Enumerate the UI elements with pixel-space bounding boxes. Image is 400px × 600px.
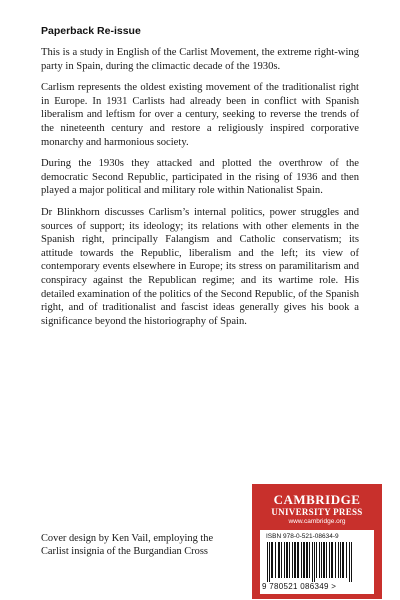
blurb-text <box>41 46 359 336</box>
publisher-logo-box <box>252 484 382 599</box>
blurb-paragraph: During the 1930s they attacked and plotted the overthrow of the democratic Second Republic, participated in the rising of 1936 and then played a major political and military role within Nationalist Spain. <box>41 158 359 197</box>
barcode-panel <box>260 530 374 594</box>
publisher-subtitle: UNIVERSITY PRESS <box>271 507 363 517</box>
reissue-heading: Paperback Re-issue <box>41 25 141 37</box>
blurb-paragraph: Carlism represents the oldest existing movement of the traditionalist right in Europe. In 1931 Carlists had already been in conflict with Spanish liberalism and leftism for over a century, seeking to reverse the trends of the nineteenth century and restore a religiously inspired corporative monarchy and harmonious society. <box>41 82 359 148</box>
publisher-url: www.cambridge.org <box>288 518 346 525</box>
blurb-paragraph: This is a study in English of the Carlist Movement, the extreme right-wing party in Spain, during the climactic decade of the 1930s. <box>41 47 359 72</box>
blurb-paragraph: Dr Blinkhorn discusses Carlism’s internal politics, power struggles and sources of support; its ideology; its relations with other elements in the Spanish right, principally Falangism and Catholic conservatism; its attitude towards the Republic, liberalism and the left; its view of contemporary events elsewhere in Europe; its stress on paramilitarism and conspiracy against the Republican regime; and its wartime role. His detailed examination of the politics of the Second Republic, of the Spanish right, and of traditionalist and fascist ideas generally gives his book a significance beyond the historiography of Spain. <box>41 206 359 327</box>
barcode-number: 9 780521 086349 > <box>262 582 337 591</box>
barcode-icon <box>266 542 368 582</box>
isbn-label: ISBN 978-0-521-08634-9 <box>266 533 339 540</box>
cover-design-credit: Cover design by Ken Vail, employing the Carlist insignia of the Burgandian Cross <box>41 533 214 557</box>
publisher-name: CAMBRIDGE <box>273 492 361 507</box>
